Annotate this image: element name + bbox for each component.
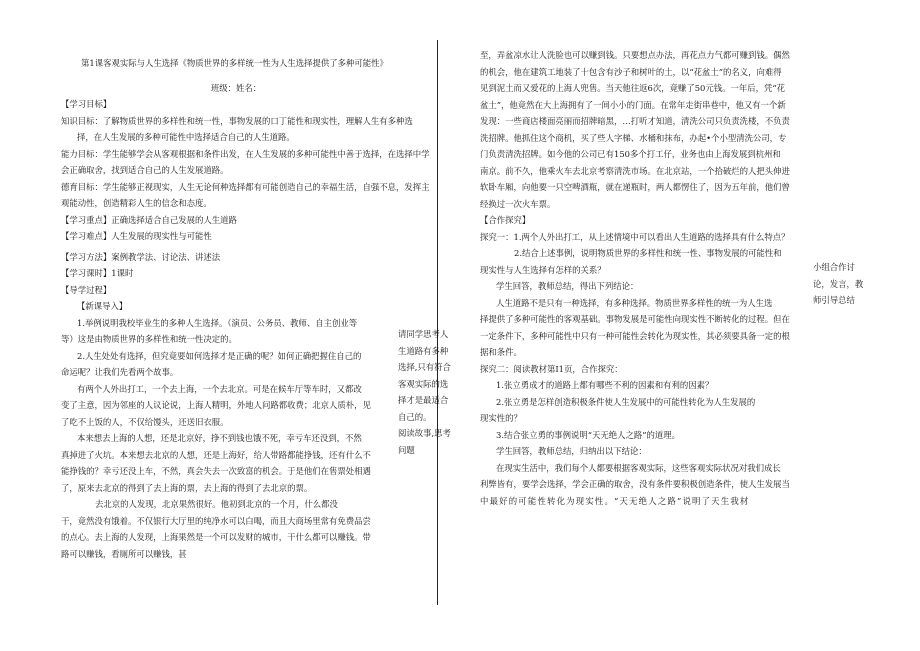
lesson-title: 第1课客观实际与人生选择《物质世界的多样统一性为人生选择提供了多种可能性》 (81, 58, 388, 68)
goal-line: 择，在人生发展的多种可能性中选择适合自己的人生道路。 (77, 132, 295, 142)
story-line: 能挣钱的？幸亏还没上车，不然，真会失去一次致富的机会。于是他们在售票处相遇 (61, 466, 371, 476)
story-line: 洗招牌。他抓住这个商机，买了些人字梯、水桶和抹布，办起•个小型清洗公司，专 (480, 132, 787, 143)
explore-line: 现实性与人生选择有怎样的关系？ (480, 264, 606, 275)
side-note-line: 问题 (398, 444, 415, 455)
side-note-line: 择才是最适合 (398, 395, 449, 405)
explore-line: 据和条件。 (480, 347, 522, 357)
cooperation-heading: 【合作探究】 (480, 215, 531, 225)
explore-line: 探究一：1.两个人外出打工，从上述情境中可以看出人生道路的选择具有什么特点？ (480, 231, 790, 242)
study-method: 【学习方法】案例教学法、讨论法、讲述法 (61, 251, 221, 262)
left-column (61, 55, 441, 562)
explore-line: 中最好的可能性转化为现实性。“天无绝人之路”说明了天生我材 (480, 495, 750, 506)
intro-line: 等）这是由物质世界的多样性和统一性决定的。 (61, 334, 237, 344)
story-line: 的机会，他在建筑工地装了十包含有沙子和树叶的土，以“花盆土”的名义，向难得 (480, 66, 782, 77)
side-note-line: 论，发言，教 (813, 278, 864, 289)
explore-line: 探究二：阅读教材第I1页，合作探究： (480, 363, 623, 374)
goal-line: 观能动性，创造精彩人生的信念和态度。 (61, 198, 212, 208)
intro-line: 2.人生处处有选择，但究竟要如何选择才是正确的呢？如何正确把握住自己的 (77, 350, 362, 361)
side-note-line: 选择,只有符合 (398, 362, 451, 372)
side-note-line: 自己的。 (398, 411, 432, 422)
story-line: 了吃不上饭的人，不仅给馒头，还送旧衣服。 (61, 416, 229, 427)
right-side-note (813, 259, 883, 309)
goal-line: 德育目标：学生能够正视现实，人生无论何种选择都有可能创造自己的幸福生活，自强不息，发挥主 (61, 181, 430, 192)
explore-line: 一定条件下，多种可能性中只有一种可能性会转化为现实性，其必须要具备一定的根 (480, 330, 790, 341)
story-line: 门负责清洗招牌。如今他的公司已有150多个打工仔，业务也由上海发展到杭州和 (480, 149, 781, 159)
story-line: 见到泥土而又爱花的上海人兜售。当天他往返6次，竟赚了50元钱。一年后，凭“花 (480, 83, 786, 93)
left-side-note (398, 326, 466, 458)
explore-line: 2.结合上述事例，说明物质世界的多样性和统一性、事物发展的可能性和 (514, 248, 782, 258)
story-line: 干，竟然没有饿着。不仅银行大厅里的纯净水可以白喝，而且大商场里常有免费品尝 (61, 515, 371, 526)
side-note-line: 小组合作讨 (813, 262, 855, 272)
goals-heading: 【学习目标】 (61, 99, 112, 109)
story-line: 有两个人外出打工，一个去上海，一个去北京。可是在候车厅等车时，又都改 (77, 383, 362, 394)
intro-line: 命运呢？让我们先看两个故事。 (61, 367, 179, 377)
goal-line: 知识目标：了解物质世界的多样性和统一性，事物发展的口丁能性和现实性，理解人生有多种选 (61, 115, 413, 126)
key-point: 【学习重点】正确选择适合自己发展的人生道路 (61, 214, 237, 225)
explore-line: 学生回答，教师总结，归纳出以下结论： (496, 446, 647, 456)
intro-heading: 【新课导入】 (77, 301, 128, 311)
study-hours: 【学习课时】1课时 (61, 268, 134, 278)
difficult-point: 【学习难点】人生发展的现实性与可能性 (61, 231, 212, 241)
class-name-line: 班级：姓名： (210, 82, 262, 93)
story-line: 经换过一次火车票。 (480, 198, 556, 209)
side-note-line: 客观实际的选 (398, 378, 449, 389)
story-line: 南京。前不久，他乘火车去北京考察清洗市场。在北京站，一个拾破烂的人把头伸进 (480, 165, 790, 176)
story-line: 本来想去上海的人想，还是北京好，挣不到钱也饿不死，幸亏车还没到，不然 (77, 433, 362, 443)
intro-line: 1.举例说明我校毕业生的多种人生选择。（演员、公务员、教师、自主创业等 (77, 317, 358, 328)
side-note-line: 师引导总结 (813, 295, 855, 305)
story-line: 去北京的人发现，北京果然很好。他初到北京的一个月，什么都没 (95, 499, 338, 509)
explore-line: 现实性的？ (480, 413, 522, 423)
explore-line: 利弊皆有，要学会选择，学会正确的取舍，没有条件要积极创造条件，使人生发展当 (480, 479, 790, 489)
story-line: 真掉进了火坑。本来想去北京的人想，还是上海好，给人带路都能挣钱，还有什么不 (61, 449, 371, 460)
story-line: 软卧车厢，向他要一只空啤酒瓶，就在递瓶时，两人都愣住了，因为五年前，他们曾 (480, 182, 790, 192)
side-note-line: 阅读故事,思考 (398, 428, 451, 438)
explore-line: 学生回答，教师总结，得出下列结论： (496, 281, 639, 291)
story-line: 盆土”，他竟然在大上海拥有了一间小小的门面。在常年走街串巷中，他又有一个新 (480, 99, 786, 110)
story-line: 至，弄盆凉水让人洗脸也可以赚到钱。只要想点办法，再花点力气都可赚到钱。偶然 (480, 50, 790, 60)
goal-line: 能力目标：学生能够学会从客观根据和条件出发，在人生发展的多种可能性中善于选择，在选择中学 (61, 148, 430, 159)
explore-line: 人生道路不是只有一种选择，有多种选择。物质世界多样性的统一为人生选 (496, 297, 773, 308)
explore-line: 3.结合张立勇的事例说明“天无绝人之路”的道理。 (496, 429, 681, 440)
side-note-line: 请同学思考人 (398, 329, 449, 339)
story-line: 的点心。去上海的人发现，上海果然是一个可以发财的城市，干什么都可以赚钱。带 (61, 532, 371, 542)
story-line: 了，原来去北京的得到了去上海的票，去上海的得到了去北京的票。 (61, 482, 313, 493)
side-note-line: 生道路有多种 (398, 345, 449, 356)
explore-line: 1.张立勇成才的道路上都有哪些不利的因素和有利的因素？ (496, 380, 714, 390)
explore-line: 2.张立勇是怎样创造积极条件使人生发展中的可能性转化为人生发展的 (496, 396, 756, 407)
right-column (480, 47, 810, 509)
intro-block (61, 315, 391, 563)
story-line: 变了主意，因为邻座的人议论说，上海人精明，外地人问路都收费；北京人质朴，见 (61, 400, 371, 410)
explore-line: 择提供了多种可能性的客观基础。事物发展是可能性向现实性不断转化的过程。但在 (480, 314, 790, 324)
process-heading: 【导学过程】 (61, 284, 112, 295)
story-line: 发现：一些商店楼面亮丽而招牌暗黑，…打听才知道，清洗公司只负责洗楼，不负责 (480, 116, 790, 126)
story-line: 路可以赚钱，看厕所可以赚钱，甚 (61, 548, 187, 559)
explore-line: 在现实生活中，我们每个人都要根据客观实际，这些客观实际状况对我们成长 (496, 462, 781, 473)
goal-line: 会正确取舍，找到适合自己的人生发展道路。 (61, 165, 229, 175)
